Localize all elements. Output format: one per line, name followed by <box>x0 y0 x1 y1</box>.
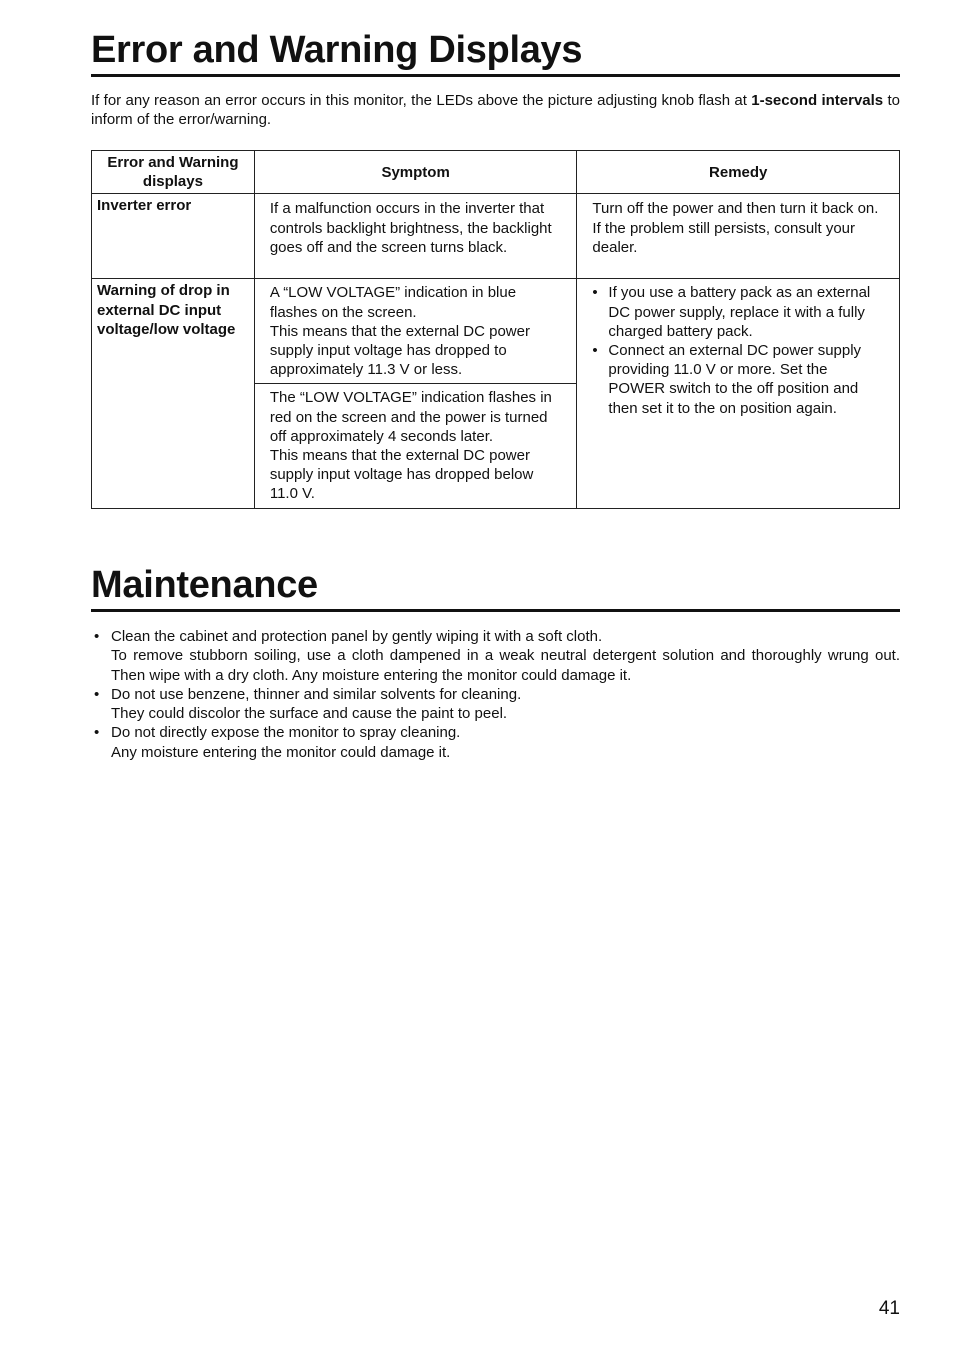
error-section-title: Error and Warning Displays <box>91 28 900 77</box>
error-warning-table <box>91 150 900 509</box>
intro-bold-interval: 1-second intervals <box>751 92 884 109</box>
row2-symptom-blue <box>254 279 577 384</box>
table-row <box>92 194 900 279</box>
header-symptom: Symptom <box>254 151 577 194</box>
table-header-row <box>92 151 900 194</box>
page-number: 41 <box>878 1298 900 1319</box>
table-row <box>92 279 900 384</box>
maintenance-item-text: Do not use benzene, thinner and similar solvents for cleaning. <box>111 685 522 703</box>
row2-symptom-red <box>254 384 577 508</box>
error-intro-paragraph <box>91 91 900 129</box>
list-item <box>91 723 900 762</box>
row1-symptom: If a malfunction occurs in the inverter that controls backlight brightness, the backlight goes off and the screen turns black. <box>254 194 577 279</box>
list-item <box>91 627 900 685</box>
maintenance-section-title: Maintenance <box>91 563 900 612</box>
list-item <box>91 685 900 724</box>
intro-text-end: to inform of the error/warning. <box>91 92 900 128</box>
symptom-blue-meaning: This means that the external DC power supply input voltage has dropped to approximately 11.3 V or less. <box>269 322 530 379</box>
maintenance-item-detail: They could discolor the surface and cause the paint to peel. <box>111 705 508 723</box>
maintenance-item-text: Clean the cabinet and protection panel by gently wiping it with a soft cloth. <box>111 628 603 645</box>
maintenance-item-detail: Any moisture entering the monitor could damage it. <box>111 743 451 761</box>
header-error-warning: Error and Warning displays <box>92 151 255 194</box>
list-item: • Connect an external DC power supply providing 11.0 V or more. Set the POWER switch to the off position and then set it to the on position again. <box>592 341 885 418</box>
bullet-icon: • <box>94 685 100 703</box>
row1-remedy: Turn off the power and then turn it back on. If the problem still persists, consult your dealer. <box>577 194 900 279</box>
intro-text-start: If for any reason an error occurs in this monitor, the LEDs above the picture adjusting knob flash at <box>91 92 752 109</box>
maintenance-item-text: Do not directly expose the monitor to spray cleaning. <box>111 724 461 742</box>
row2-category: Warning of drop in external DC input voltage/low voltage <box>92 279 255 508</box>
symptom-red-indication: The “LOW VOLTAGE” indication flashes in red on the screen and the power is turned off approximately 4 seconds later. <box>269 389 552 445</box>
row1-category: Inverter error <box>92 194 255 279</box>
symptom-blue-indication: A “LOW VOLTAGE” indication in blue flashes on the screen. <box>269 284 517 321</box>
header-remedy: Remedy <box>577 151 900 194</box>
remedy-list <box>592 283 885 417</box>
row2-remedy <box>577 279 900 508</box>
symptom-red-meaning: This means that the external DC power supply input voltage has dropped below 11.0 V. <box>269 447 534 503</box>
bullet-icon: • <box>94 628 100 645</box>
maintenance-list <box>91 627 900 762</box>
list-item: • If you use a battery pack as an external DC power supply, replace it with a fully charged battery pack. <box>592 283 885 341</box>
maintenance-item-detail: To remove stubborn soiling, use a cloth dampened in a weak neutral detergent solution and thoroughly wrung out. Then wipe with a dry cloth. Any moisture entering the monitor could damage it. <box>111 647 900 684</box>
bullet-icon: • <box>94 724 100 742</box>
